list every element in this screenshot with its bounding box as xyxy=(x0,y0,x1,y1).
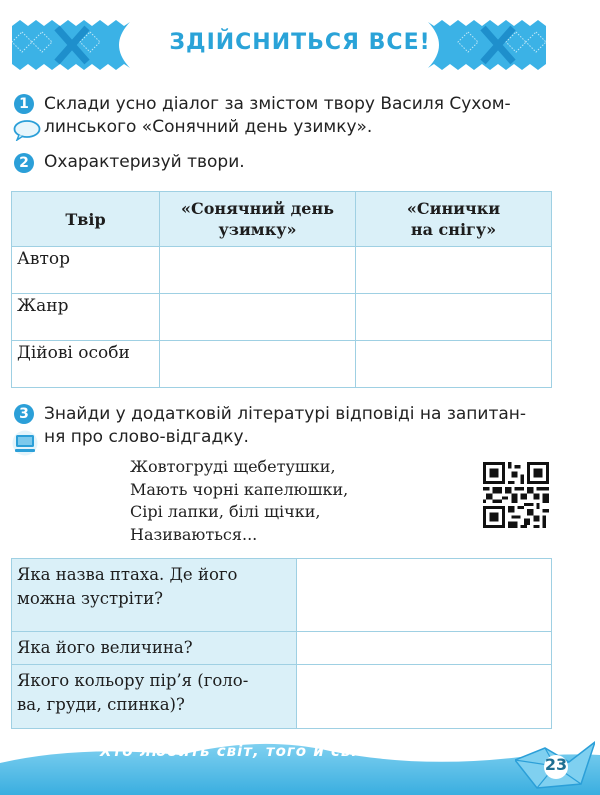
works-characteristics-table xyxy=(11,191,552,388)
answer-cell[interactable] xyxy=(356,294,552,341)
header-cell-tits-on-snow: «Синички на снігу» xyxy=(356,192,552,247)
task-1-text xyxy=(44,93,511,139)
answer-cell[interactable] xyxy=(297,632,552,665)
question-cell: Якого кольору пір’я (голо- ва, груди, спинка)? xyxy=(12,665,297,729)
answer-cell[interactable] xyxy=(297,665,552,729)
row-label-author: Автор xyxy=(12,247,160,294)
table-row xyxy=(12,294,552,341)
table-row xyxy=(12,665,552,729)
bird-questions-table xyxy=(11,558,552,729)
poem-line: Називаються... xyxy=(130,524,258,544)
page-title: ЗДІЙСНИТЬСЯ ВСЕ! xyxy=(169,30,431,55)
riddle-poem xyxy=(130,456,348,546)
poem-line: Мають чорні капелюшки, xyxy=(130,479,349,499)
qr-code-icon[interactable] xyxy=(483,462,549,528)
row-label-characters: Дійові особи xyxy=(12,341,160,388)
table-row xyxy=(12,632,552,665)
task-1-line-1: Склади усно діалог за змістом твору Василя Сухом- xyxy=(44,94,511,114)
table-row xyxy=(12,341,552,388)
task-3-text xyxy=(44,403,526,449)
computer-icon xyxy=(12,430,38,456)
task-3-line-2: ня про слово-відгадку. xyxy=(44,427,249,447)
answer-cell[interactable] xyxy=(356,341,552,388)
poem-line: Сірі лапки, білі щічки, xyxy=(130,502,321,521)
header-cell-work: Твір xyxy=(12,192,160,247)
answer-cell[interactable] xyxy=(160,294,356,341)
answer-cell[interactable] xyxy=(356,247,552,294)
speech-bubble-icon xyxy=(13,119,41,141)
task-number-2: 2 xyxy=(14,153,34,173)
header-cell-sunny-day: «Сонячний день узимку» xyxy=(160,192,356,247)
row-label-genre: Жанр xyxy=(12,294,160,341)
answer-cell[interactable] xyxy=(297,559,552,632)
poem-line: Жовтогруді щебетушки, xyxy=(130,457,336,476)
task-3-line-1: Знайди у додатковій літературі відповіді на запитан- xyxy=(44,404,527,424)
table-row xyxy=(12,247,552,294)
page-number: 23 xyxy=(544,755,568,774)
footer-motto: Хто любить світ, того й світ любить. xyxy=(100,742,451,760)
question-cell: Яка назва птаха. Де його можна зустріти? xyxy=(12,559,297,632)
table-row xyxy=(12,559,552,632)
task-1-line-2: линського «Сонячний день узимку». xyxy=(44,117,373,137)
question-cell: Яка його величина? xyxy=(12,632,297,665)
answer-cell[interactable] xyxy=(160,341,356,388)
task-number-3: 3 xyxy=(14,404,34,424)
task-2-text: Охарактеризуй твори. xyxy=(44,152,245,172)
answer-cell[interactable] xyxy=(160,247,356,294)
task-number-1: 1 xyxy=(14,94,34,114)
table-header-row xyxy=(12,192,552,247)
